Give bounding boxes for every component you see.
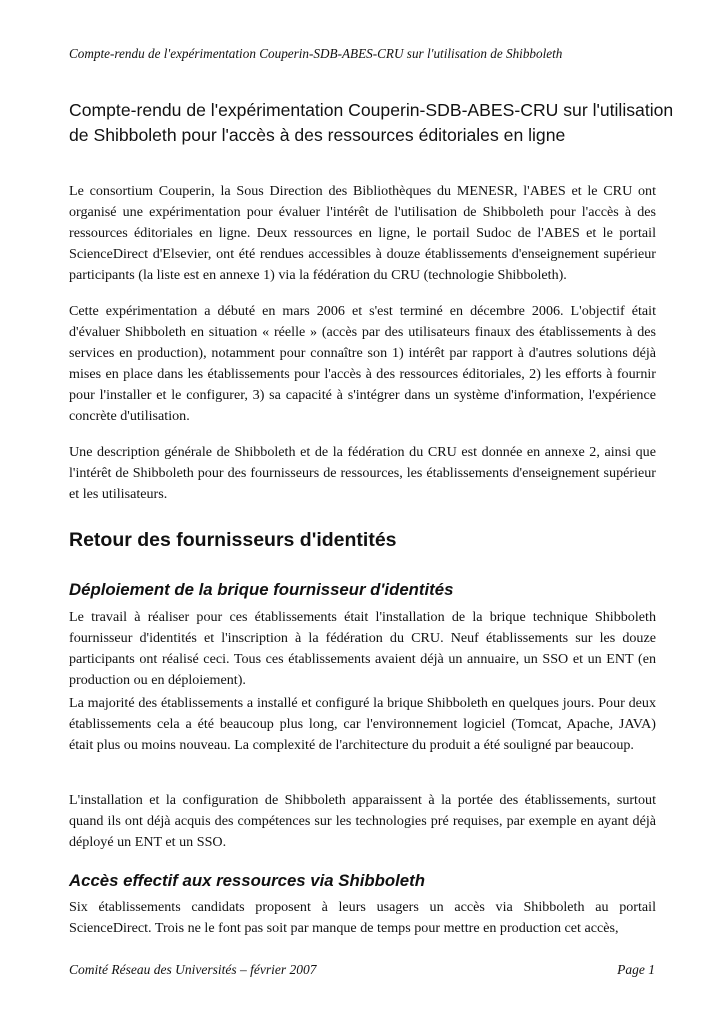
intro-paragraph-1: Le consortium Couperin, la Sous Direction des Bibliothèques du MENESR, l'ABES et le CRU ont organisé une expérimentation pour évaluer l'intérêt de l'utilisation de Shibboleth pour l'accès à des ressources éditoriales en ligne. Deux ressources en ligne, le portail Sudoc de l'ABES et le portail ScienceDirect d'Elsevier, ont été rendues accessibles à douze établissements d'enseignement supérieur participants (la liste est en annexe 1) via la fédération du CRU (technologie Shibboleth). — [69, 183, 656, 283]
acces-paragraph-1: Six établissements candidats proposent à leurs usagers un accès via Shibboleth au portail ScienceDirect. Trois ne le font pas soit par manque de temps pour mettre en production cet accès, — [69, 899, 656, 936]
subsection-heading-acces: Accès effectif aux ressources via Shibboleth — [69, 871, 425, 890]
deploiement-paragraph-2: La majorité des établissements a installé et configuré la brique Shibboleth en quelques jours. Pour deux établissements cela a été beaucoup plus long, car l'environnement logiciel (Tomcat, Apache, JAVA) était plus ou moins nouveau. La complexité de l'architecture du produit a été souligné par beaucoup. — [69, 695, 656, 753]
deploiement-paragraph-1: Le travail à réaliser pour ces établissements était l'installation de la brique technique Shibboleth fournisseur d'identités et l'inscription à la fédération du CRU. Neuf établissements sur les douze participants ont réalisé ceci. Tous ces établissements avaient déjà un annuaire, un SSO et un ENT (en production ou en déploiement). — [69, 609, 656, 688]
deploiement-paragraph-3: L'installation et la configuration de Shibboleth apparaissent à la portée des établissements, surtout quand ils ont déjà acquis des compétences sur les technologies pré requises, par exemple en ayant déjà déployé un ENT et un SSO. — [69, 792, 656, 850]
intro-paragraph-3: Une description générale de Shibboleth et de la fédération du CRU est donnée en annexe 2, ainsi que l'intérêt de Shibboleth pour des fournisseurs de ressources, les établissements d'enseignement supérieur et les utilisateurs. — [69, 444, 656, 502]
document-title-line-1: Compte-rendu de l'expérimentation Couperin-SDB-ABES-CRU sur l'utilisation — [69, 100, 674, 120]
document-title — [69, 98, 689, 148]
subsection-heading-deploiement: Déploiement de la brique fournisseur d'identités — [69, 580, 454, 599]
document-title-line-2: de Shibboleth pour l'accès à des ressources éditoriales en ligne — [69, 125, 566, 145]
intro-paragraph-2: Cette expérimentation a débuté en mars 2006 et s'est terminé en décembre 2006. L'objectif était d'évaluer Shibboleth en situation « réelle » (accès par des utilisateurs finaux des établissements à des services en production), notamment pour connaître son 1) intérêt par rapport à d'autres solutions déjà mises en place dans les établissements pour l'accès à des ressources éditoriales, 2) les efforts à fournir pour l'installer et le configurer, 3) sa capacité à s'intégrer dans un système d'information, l'expérience concrète d'utilisation. — [69, 303, 656, 424]
running-header: Compte-rendu de l'expérimentation Couperin-SDB-ABES-CRU sur l'utilisation de Shibboleth — [69, 46, 563, 61]
page-number: Page 1 — [617, 962, 655, 977]
footer-text: Comité Réseau des Universités – février 2007 — [69, 962, 317, 977]
section-heading: Retour des fournisseurs d'identités — [69, 529, 397, 551]
